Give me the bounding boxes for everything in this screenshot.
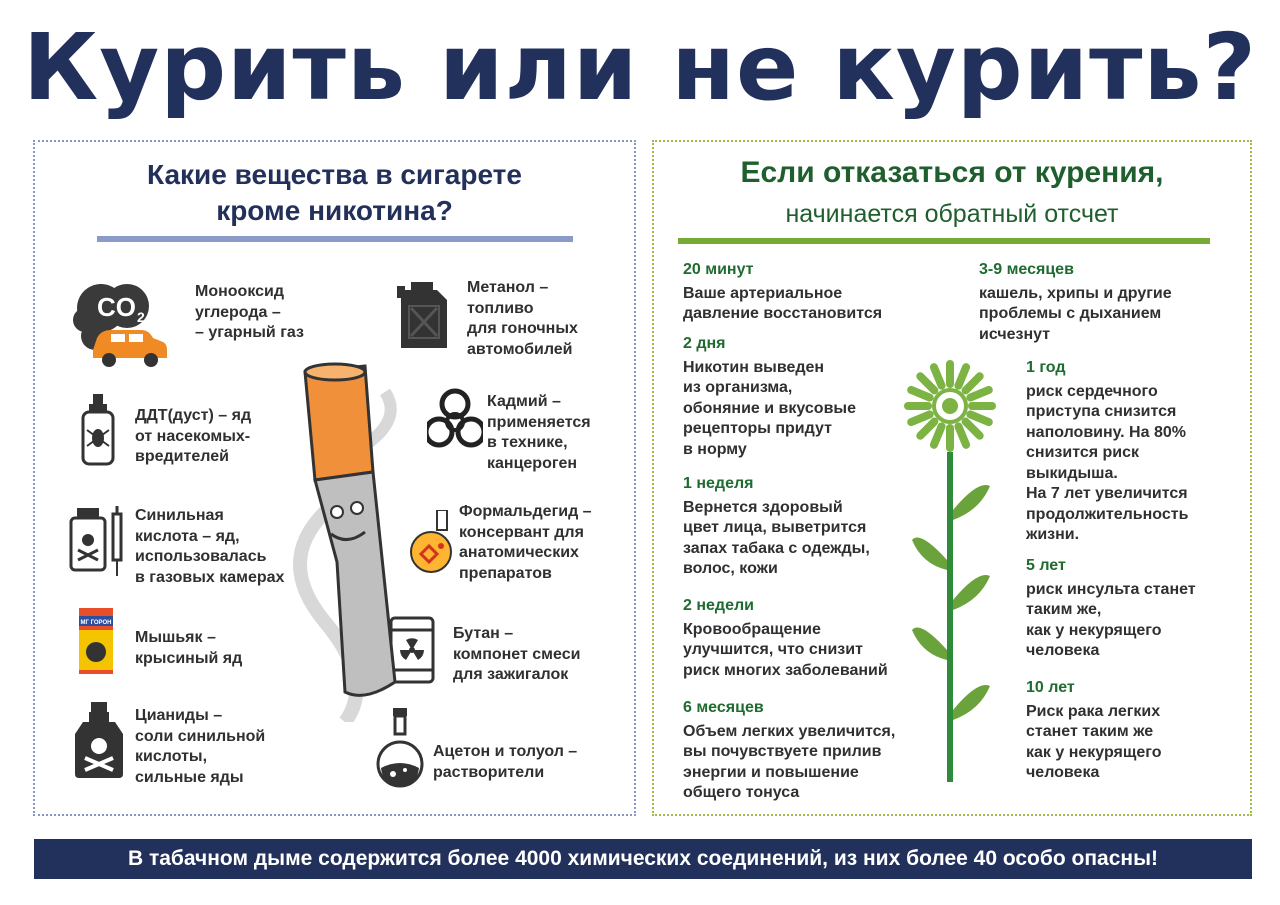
timeline-time: 2 дня bbox=[683, 335, 726, 352]
timeline-time: 1 неделя bbox=[683, 475, 754, 492]
substance-methanol: Метанол – топливо для гоночных автомобилей bbox=[467, 279, 578, 358]
timeline-item bbox=[1026, 358, 1188, 546]
timeline-text: риск сердечного приступа снизится наполовину. На 80% снизится риск выкидыша. На 7 лет увеличится продолжительность жизни. bbox=[1026, 382, 1189, 543]
co2-label: CO bbox=[97, 292, 136, 322]
co2-car-icon bbox=[71, 276, 171, 368]
substance-hcn: Синильная кислота – яд, использовалась в газовых камерах bbox=[135, 507, 285, 586]
spray-bug-icon bbox=[79, 392, 119, 466]
timeline-time: 3-9 месяцев bbox=[979, 261, 1074, 278]
substances-panel bbox=[33, 140, 636, 816]
poison-syringe-icon bbox=[69, 504, 129, 578]
flower-illustration-icon bbox=[898, 360, 1008, 790]
timeline-heading-rule bbox=[678, 238, 1210, 244]
timeline-item bbox=[1026, 678, 1161, 784]
timeline-item bbox=[683, 698, 895, 804]
timeline-text: Ваше артериальное давление восстановится bbox=[683, 284, 883, 322]
substance-acetone: Ацетон и толуол – растворители bbox=[433, 743, 578, 781]
timeline-item bbox=[683, 334, 856, 460]
timeline-text: кашель, хрипы и другие проблемы с дыханием исчезнут bbox=[979, 284, 1172, 343]
timeline-text: Кровообращение улучшится, что снизит риск многих заболеваний bbox=[683, 620, 888, 679]
timeline-heading-line2: начинается обратный отсчет bbox=[785, 200, 1119, 228]
substance-ddt: ДДТ(дуст) – яд от насекомых- вредителей bbox=[135, 407, 252, 465]
cigarette-illustration-icon bbox=[285, 362, 425, 722]
timeline-text: Никотин выведен из организма, обоняние и вкусовые рецепторы придут в норму bbox=[683, 358, 856, 458]
timeline-time: 1 год bbox=[1026, 359, 1066, 376]
timeline-time: 6 месяцев bbox=[683, 699, 764, 716]
substance-arsenic: Мышьяк – крысиный яд bbox=[135, 629, 243, 667]
substance-cyanide: Цианиды – соли синильной кислоты, сильные яды bbox=[135, 707, 266, 786]
timeline-item bbox=[1026, 556, 1196, 662]
bottom-banner: В табачном дыме содержится более 4000 химических соединений, из них более 40 особо опасны! bbox=[34, 839, 1252, 879]
timeline-item bbox=[683, 474, 870, 580]
timeline-item bbox=[683, 260, 882, 325]
timeline-text: Вернется здоровый цвет лица, выветрится запах табака с одежды, волос, кожи bbox=[683, 498, 870, 577]
timeline-heading-line1: Если отказаться от курения, bbox=[740, 156, 1164, 189]
co2-subscript: 2 bbox=[137, 309, 145, 325]
timeline-time: 2 недели bbox=[683, 597, 754, 614]
substance-cadmium: Кадмий – применяется в технике, канцероген bbox=[487, 393, 591, 472]
substances-heading-line2: кроме никотина? bbox=[216, 195, 453, 226]
substance-formaldehyde: Формальдегид – консервант для анатомических препаратов bbox=[459, 503, 592, 582]
box-label: МГ ГОРОН bbox=[80, 620, 112, 626]
timeline-text: риск инсульта станет таким же, как у некурящего человека bbox=[1026, 580, 1196, 659]
timeline-text: Риск рака легких станет таким же как у некурящего человека bbox=[1026, 702, 1162, 781]
rat-poison-box-icon bbox=[79, 608, 113, 674]
timeline-item bbox=[683, 596, 888, 681]
timeline-time: 10 лет bbox=[1026, 679, 1075, 696]
substances-heading-line1: Какие вещества в сигарете bbox=[147, 159, 522, 190]
timeline-time: 20 минут bbox=[683, 261, 754, 278]
page-title: Курить или не курить? bbox=[23, 14, 1257, 121]
poison-bottle-icon bbox=[71, 702, 127, 780]
timeline-item bbox=[979, 260, 1172, 345]
jerrycan-icon bbox=[397, 280, 449, 350]
timeline-text: Объем легких увеличится, вы почувствуете прилив энергии и повышение общего тонуса bbox=[683, 722, 896, 801]
timeline-time: 5 лет bbox=[1026, 557, 1066, 574]
substance-co: Монооксид углерода – – угарный газ bbox=[195, 283, 304, 341]
biohazard-icon bbox=[427, 388, 483, 452]
quit-timeline-panel bbox=[652, 140, 1252, 816]
substances-heading-rule bbox=[97, 236, 573, 242]
substance-butane: Бутан – компонет смеси для зажигалок bbox=[453, 625, 581, 683]
